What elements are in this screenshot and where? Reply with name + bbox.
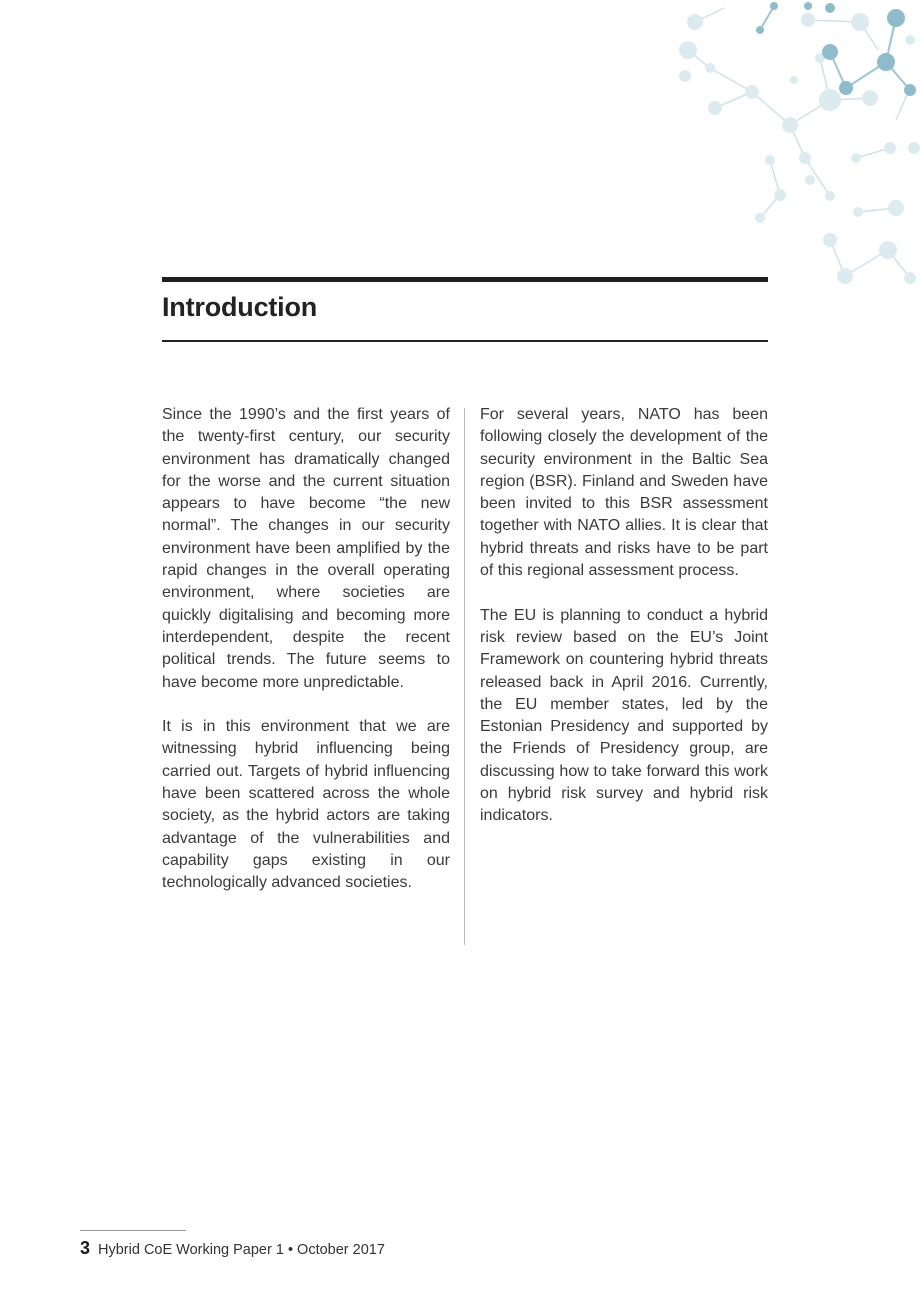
paragraph: The EU is planning to conduct a hybrid risk review based on the EU’s Joint Framework on countering hybrid threats released back in April 2016. Currently, the EU member states, led by the Estonian Presidency and supported by the Friends of Presidency group, are discussing how to take forward this work on hybrid risk survey and hybrid risk indicators. [480, 606, 768, 825]
right-column [480, 404, 768, 850]
paragraph: For several years, NATO has been following closely the development of the security environment in the Baltic Sea region (BSR). Finland and Sweden have been invited to this BSR assessment together with NATO allies. It is clear that hybrid threats and risks have to be part of this regional assessment process. [480, 406, 768, 580]
paragraph: It is in this environment that we are witnessing hybrid influencing being carried out. Targets of hybrid influencing have been scattered across the whole society, as the hybrid actors are taking advantage of the vulnerabilities and capability gaps existing in our technologically advanced societies. [162, 718, 450, 892]
page-number: 3 [80, 1238, 91, 1258]
column-divider [464, 408, 465, 945]
footer-rule [80, 1230, 186, 1231]
section-heading: Introduction [162, 292, 318, 322]
heading-rule-top [162, 277, 768, 282]
footer-text: Hybrid CoE Working Paper 1 • October 2017 [98, 1242, 385, 1258]
left-column [162, 404, 450, 917]
paragraph: Since the 1990’s and the first years of the twenty-first century, our security environment has dramatically changed for the worse and the current situation appears to have become “the new normal”. The changes in our security environment have been amplified by the rapid changes in the overall operating environment, where societies are quickly digitalising and becoming more interdependent, despite the recent political trends. The future seems to have become more unpredictable. [162, 406, 450, 691]
page-footer [80, 1238, 385, 1259]
molecule-network-graphic [660, 0, 920, 300]
heading-rule-bottom [162, 340, 768, 342]
